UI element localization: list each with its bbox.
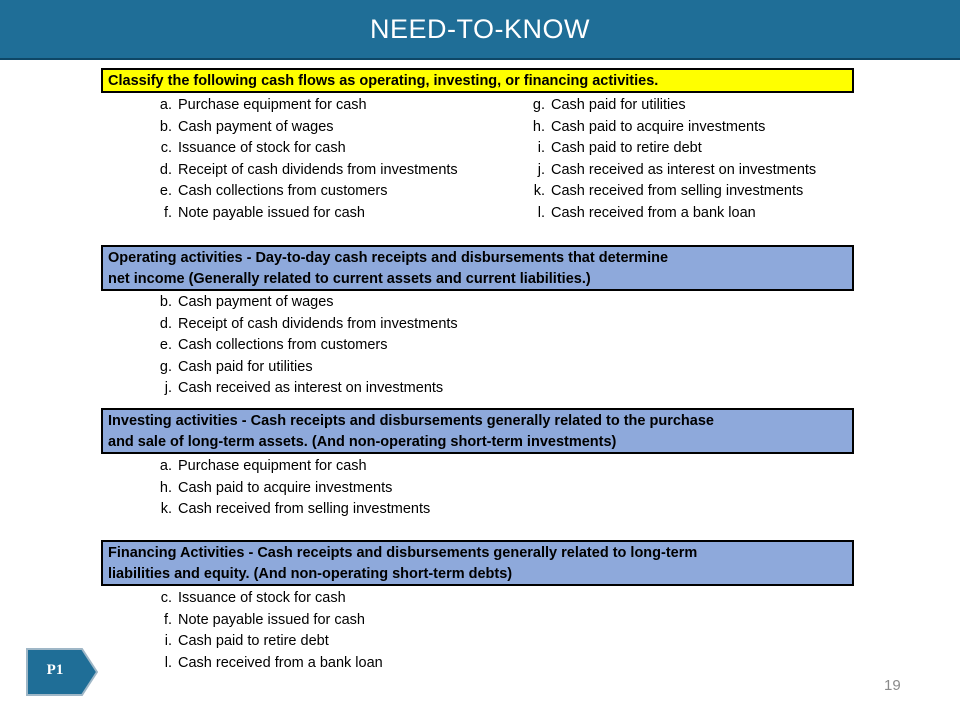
items-left-list [148, 95, 458, 224]
investing-box [101, 408, 854, 454]
list-item: k. Cash received from selling investments [160, 501, 431, 517]
list-item: h. Cash paid to acquire investments [159, 479, 393, 496]
items-right-list [521, 95, 816, 224]
page-title: NEED-TO-KNOW [370, 13, 590, 44]
financing-box [101, 540, 854, 586]
list-item: f. Note payable issued for cash [163, 611, 365, 628]
list-item: f. Note payable issued for cash [163, 204, 365, 221]
list-item: g. Cash paid for utilities [532, 97, 686, 113]
investing-list [148, 456, 430, 521]
page-number: 19 [884, 677, 901, 694]
list-item: b. Cash payment of wages [159, 118, 334, 135]
list-item: l. Cash received from a bank loan [164, 654, 383, 671]
list-item: i. Cash paid to retire debt [164, 633, 329, 649]
list-item: g. Cash paid for utilities [159, 358, 313, 375]
list-item: j. Cash received as interest on investments [164, 380, 444, 396]
operating-definition-line2: net income (Generally related to current assets and current liabilities.) [108, 271, 591, 287]
list-item: c. Issuance of stock for cash [160, 590, 346, 606]
list-item: a. Purchase equipment for cash [159, 97, 367, 113]
title-bar [0, 0, 960, 60]
list-item: d. Receipt of cash dividends from investments [159, 315, 458, 332]
list-item: k. Cash received from selling investments [533, 183, 804, 199]
list-item: l. Cash received from a bank loan [537, 204, 756, 221]
operating-list [148, 292, 458, 400]
investing-definition-line2: and sale of long-term assets. (And non-operating short-term investments) [108, 434, 617, 450]
list-item: c. Issuance of stock for cash [160, 140, 346, 156]
list-item: e. Cash collections from customers [159, 183, 388, 199]
investing-definition-line1: Investing activities - Cash receipts and disbursements generally related to the purchase [108, 413, 714, 429]
list-item: d. Receipt of cash dividends from investments [159, 161, 458, 178]
financing-definition-line2: liabilities and equity. (And non-operating short-term debts) [108, 566, 513, 582]
prompt-box [101, 68, 854, 93]
operating-definition-line1: Operating activities - Day-to-day cash receipts and disbursements that determine [108, 250, 669, 266]
prompt-text: Classify the following cash flows as operating, investing, or financing activities. [108, 73, 659, 89]
list-item: b. Cash payment of wages [159, 294, 334, 310]
financing-definition-line1: Financing Activities - Cash receipts and disbursements generally related to long-term [108, 545, 698, 561]
badge-label: P1 [46, 662, 64, 678]
list-item: j. Cash received as interest on investments [537, 161, 817, 178]
operating-box [101, 245, 854, 291]
list-item: a. Purchase equipment for cash [159, 458, 367, 474]
list-item: i. Cash paid to retire debt [537, 140, 702, 156]
financing-list [148, 588, 383, 674]
learning-objective-badge [26, 648, 98, 696]
list-item: h. Cash paid to acquire investments [532, 118, 766, 135]
list-item: e. Cash collections from customers [159, 337, 388, 353]
